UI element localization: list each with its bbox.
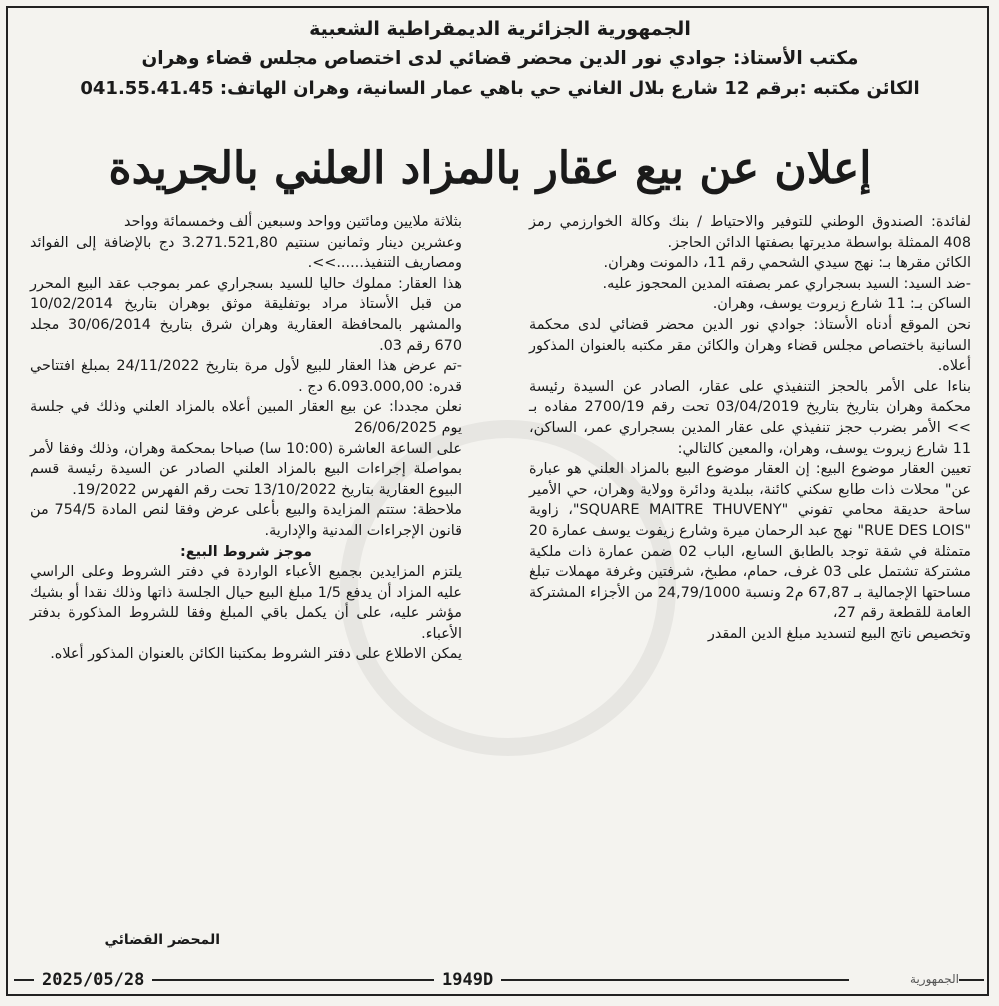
paragraph: الكائن مقرها بـ: نهج سيدي الشحمي رقم 11، دالمونت وهران.: [603, 255, 971, 272]
publication-date: 2025/05/28: [34, 968, 152, 992]
paragraph: تعيين العقار موضوع البيع: إن العقار موضوع البيع بالمزاد العلني هو عبارة عن" محلات ذات طابع سكني كائنة، ببلدية ودائرة وولاية وهران، حي الأمير ساحة حديقة محامي تفوني "SQUARE MAITRE THUVENY"، زاوية "RUE DES LOIS" نهج عبد الرحمان ميرة وشارع زيفوت يوسف عمارة 20 متمثلة في شقة توجد بالطابق السابع، الباب 02 ضمن عمارة ذات ملكية مشتركة تشتمل على 03 غرف، حمام، مطبخ، شرفتين وغرفة مهملات تبلغ مساحتها الإجمالية بـ 67,87 م2 ونسبة 24,79/1000 من الأجزاء المشتركة العامة للقطعة رقم 27،: [529, 461, 971, 622]
paragraph: وتخصيص ناتج البيع لتسديد مبلغ الدين المقدر: [707, 625, 971, 642]
address-line: الكائن مكتبه :برقم 12 شارع بلال الغاني حي باهي عمار السانية، وهران الهاتف: 041.55.41.45: [80, 78, 920, 99]
newspaper-logo: الجمهورية: [849, 968, 959, 988]
paragraph: يمكن الاطلاع على دفتر الشروط بمكتبنا الكائن بالعنوان المذكور أعلاه.: [50, 646, 462, 663]
paragraph: -تم عرض هذا العقار للبيع لأول مرة بتاريخ 24/11/2022 بمبلغ افتتاحي قدره: 6.093.000,00 دج .: [30, 358, 462, 395]
paragraph: بثلاثة ملايين ومائتين وواحد وسبعين ألف وخمسمائة وواحد: [124, 214, 462, 230]
paragraph: نحن الموقع أدناه الأستاذ: جوادي نور الدين محضر قضائي لدى محكمة السانية باختصاص مجلس قضاء وهران والكائن مقر مكتبه بالعنوان المذكور أعلاه.: [529, 316, 971, 375]
left-column: [30, 212, 462, 665]
paragraph: يلتزم المزايدين بجميع الأعباء الواردة في دفتر الشروط وعلى الراسي عليه المزاد أن يدفع 1/5 مبلغ البيع حيال الجلسة ذاتها وذلك نقدا أو بشيك مؤشر عليه، على أن يكمل باقي المبلغ وفقا للشروط المذكورة بدفتر الأعباء.: [30, 564, 462, 642]
notice-header: [20, 14, 980, 104]
republic-line: الجمهورية الجزائرية الديمقراطية الشعبية: [309, 18, 691, 40]
ad-code: 1949D: [434, 968, 501, 992]
office-line: مكتب الأستاذ: جوادي نور الدين محضر قضائي لدى اختصاص مجلس قضاء وهران: [141, 48, 859, 69]
paragraph: ملاحظة: ستتم المزايدة والبيع بأعلى عرض وفقا لنص المادة 754/5 من قانون الإجراءات المدنية والإدارية.: [30, 502, 462, 539]
right-column: [529, 212, 971, 644]
paragraph: بناءا على الأمر بالحجز التنفيذي على عقار، الصادر عن السيدة رئيسة محكمة وهران بتاريخ بتاريخ 03/04/2019 تحت رقم 2700/19 مفاده بـ >> الأمر بضرب حجز تنفيذي على عقار المدين بسجراري عمر، الساكن، 11 شارع زيروت يوسف، وهران، والمعين كالتالي:: [529, 378, 971, 457]
paragraph: -ضد السيد: السيد بسجراري عمر بصفته المدين المحجوز عليه.: [602, 275, 971, 292]
page-footer: [14, 968, 984, 992]
conditions-heading: موجز شروط البيع:: [180, 543, 312, 560]
paragraph: نعلن مجددا: عن بيع العقار المبين أعلاه بالمزاد العلني وذلك في جلسة يوم 26/06/2025: [30, 399, 462, 436]
notice-title: إعلان عن بيع عقار بالمزاد العلني بالجريدة: [108, 143, 872, 194]
paragraph: هذا العقار: مملوك حاليا للسيد بسجراري عمر بموجب عقد البيع المحرر من قبل الأستاذ مراد بوتفليقة موثق بوهران بتاريخ 10/02/2014 والمشهر بالمحافظة العقارية وهران شرق بتاريخ 30/06/2014 مجلد 670 رقم 03.: [30, 275, 462, 354]
paragraph: وعشرين دينار وثمانين سنتيم 3.271.521,80 دج بالإضافة إلى الفوائد ومصاريف التنفيذ......>>.: [30, 234, 462, 272]
paragraph: على الساعة العاشرة (10:00 سا) صباحا بمحكمة وهران، وذلك وفقا لأمر بمواصلة إجراءات البيع بالمزاد العلني الصادر عن السيدة رئيسة قسم البيوع العقارية بتاريخ 13/10/2022 تحت رقم الفهرس 19/2022.: [30, 440, 463, 498]
paragraph: لفائدة: الصندوق الوطني للتوفير والاحتياط / بنك وكالة الخوارزمي رمز 408 الممثلة بواسطة مديرتها بصفتها الدائن الحاجز.: [529, 214, 971, 251]
paragraph: الساكن بـ: 11 شارع زيروت يوسف، وهران.: [712, 296, 971, 313]
bailiff-signature: المحضر القضائي: [104, 932, 220, 948]
